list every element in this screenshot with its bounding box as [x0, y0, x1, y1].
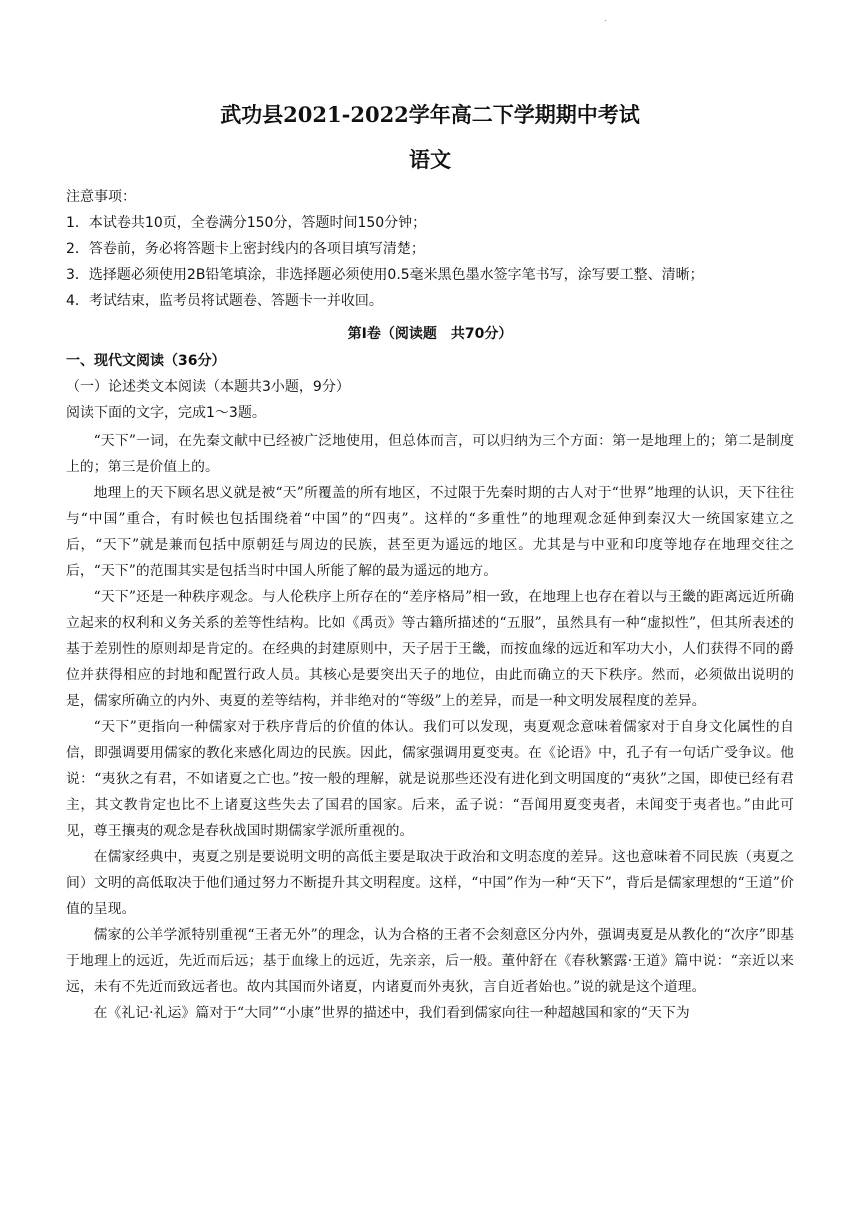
passage-paragraph: 儒家的公羊学派特别重视“王者无外”的理念，认为合格的王者不会刻意区分内外，强调夷夏是从教化的“次序”即基于地理上的远近，先近而后远；基于血缘上的远近，先亲亲，后一般。董仲舒在《春秋繁露·王道》篇中说：“亲近以来远，未有不先近而致远者也。故内其国而外诸夏，内诸夏而外夷狄，言自近者始也。”说的就是这个道理。	[66, 927, 794, 995]
notes-section	[66, 184, 794, 314]
notes-item: 1．本试卷共10页，全卷满分150分，答题时间150分钟；	[66, 215, 427, 231]
passage-paragraph: “天下”还是一种秩序观念。与人伦秩序上所存在的“差序格局”相一致，在地理上也存在着以与王畿的距离远近所确立起来的权利和义务关系的差等性结构。比如《禹贡》等古籍所描述的“五服”，虽然具有一种“虚拟性”，但其所表述的基于差别性的原则却是肯定的。在经典的封建原则中，天子居于王畿，而按血缘的远近和军功大小，人们获得不同的爵位并获得相应的封地和配置行政人员。其核心是要突出天子的地位，由此而确立的天下秩序。然而，必须做出说明的是，儒家所确立的内外、夷夏的差等结构，并非绝对的“等级”上的差异，而是一种文明发展程度的差异。	[66, 589, 794, 709]
passage-paragraph: “天下”更指向一种儒家对于秩序背后的价值的体认。我们可以发现，夷夏观念意味着儒家对于自身文化属性的自信，即强调要用儒家的教化来感化周边的民族。因此，儒家强调用夏变夷。在《论语》中，孔子有一句话广受争议。他说：“夷狄之有君，不如诸夏之亡也。”按一般的理解，就是说那些还没有进化到文明国度的“夷狄”之国，即使已经有君主，其文教肯定也比不上诸夏这些失去了国君的国家。后来，孟子说：“吾闻用夏变夷者，未闻变于夷者也。”由此可见，尊王攘夷的观念是春秋战国时期儒家学派所重视的。	[66, 719, 794, 839]
header-mark: .	[604, 14, 607, 23]
notes-item: 2．答卷前，务必将答题卡上密封线内的各项目填写清楚；	[66, 241, 425, 257]
passage-paragraph: 地理上的天下顾名思义就是被“天”所覆盖的所有地区，不过限于先秦时期的古人对于“世界”地理的认识，天下往往与“中国”重合，有时候也包括围绕着“中国”的“四夷”。这样的“多重性”的地理观念延伸到秦汉大一统国家建立之后，“天下”就是兼而包括中原朝廷与周边的民族，甚至更为遥远的地区。尤其是与中亚和印度等地存在地理交往之后，“天下”的范围其实是包括当时中国人所能了解的最为遥远的地方。	[66, 485, 794, 579]
passage-paragraph: 在《礼记·礼运》篇对于“大同”“小康”世界的描述中，我们看到儒家向往一种超越国和家的“天下为	[93, 1005, 690, 1021]
reading-instruction: 阅读下面的文字，完成1～3题。	[66, 405, 266, 421]
notes-item: 3．选择题必须使用2B铅笔填涂，非选择题必须使用0.5毫米黑色墨水签字笔书写，涂写要工整、清晰；	[66, 267, 704, 283]
section-heading: 一、现代文阅读（36分）	[66, 353, 226, 369]
notes-item: 4．考试结束，监考员将试题卷、答题卡一并收回。	[66, 293, 383, 309]
notes-heading: 注意事项：	[66, 189, 136, 205]
sub-heading: （一）论述类文本阅读（本题共3小题，9分）	[66, 379, 350, 395]
reading-passage	[66, 428, 794, 1026]
exam-subject: 语文	[409, 147, 451, 172]
part-heading: 第Ⅰ卷（阅读题 共70分）	[347, 326, 513, 342]
passage-paragraph: 在儒家经典中，夷夏之别是要说明文明的高低主要是取决于政治和文明态度的差异。这也意味着不同民族（夷夏之间）文明的高低取决于他们通过努力不断提升其文明程度。这样，“中国”作为一种“天下”，背后是儒家理想的“王道”价值的呈现。	[66, 849, 794, 917]
exam-title: 武功县2021-2022学年高二下学期期中考试	[220, 102, 640, 127]
passage-paragraph: “天下”一词，在先秦文献中已经被广泛地使用，但总体而言，可以归纳为三个方面：第一是地理上的；第二是制度上的；第三是价值上的。	[66, 433, 794, 475]
exam-page	[66, 0, 794, 1216]
